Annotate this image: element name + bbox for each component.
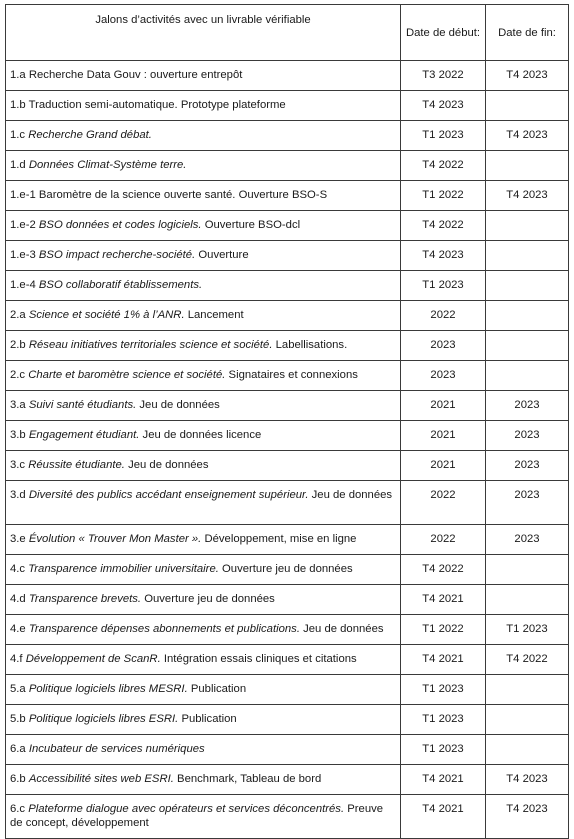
start-date-cell: T4 2023 (401, 241, 486, 271)
start-date-cell: T1 2023 (401, 121, 486, 151)
start-date-cell: T4 2021 (401, 795, 486, 839)
start-date-cell: 2021 (401, 421, 486, 451)
table-row (6, 151, 569, 181)
milestone-code: 1.a (10, 69, 26, 81)
activity-cell (6, 331, 401, 361)
end-date-cell: T4 2022 (486, 645, 569, 675)
end-date-cell: 2023 (486, 421, 569, 451)
milestone-deliverable: Signataires et connexions (228, 369, 358, 381)
activity-cell (6, 705, 401, 735)
activity-cell (6, 301, 401, 331)
end-date-cell: 2023 (486, 451, 569, 481)
end-date-cell (486, 361, 569, 391)
milestone-code: 6.c (10, 803, 26, 815)
milestone-code: 1.c (10, 129, 26, 141)
activity-cell (6, 241, 401, 271)
activity-cell (6, 181, 401, 211)
end-date-cell: T4 2023 (486, 61, 569, 91)
end-date-cell: 2023 (486, 481, 569, 525)
activity-cell (6, 391, 401, 421)
milestone-code: 3.d (10, 489, 26, 501)
activity-cell (6, 361, 401, 391)
start-date-cell: T4 2022 (401, 211, 486, 241)
end-date-cell: T4 2023 (486, 181, 569, 211)
header-row (6, 5, 569, 61)
header-start-date: Date de début: (401, 5, 486, 61)
milestone-code: 1.e-4 (10, 279, 36, 291)
milestone-deliverable: Lancement (187, 309, 244, 321)
table-body (6, 61, 569, 839)
milestone-deliverable: Benchmark, Tableau de bord (177, 773, 322, 785)
milestone-deliverable: Publication (190, 683, 247, 695)
activity-cell (6, 481, 401, 525)
end-date-cell (486, 301, 569, 331)
milestone-deliverable: Publication (181, 713, 237, 725)
table-row (6, 181, 569, 211)
table-row (6, 645, 569, 675)
end-date-cell: T4 2023 (486, 121, 569, 151)
milestone-title: Réussite étudiante. (28, 459, 125, 471)
milestone-title: Transparence immobilier universitaire. (28, 563, 219, 575)
milestone-deliverable: Ouverture jeu de données (144, 593, 275, 605)
table-row (6, 121, 569, 151)
activity-cell (6, 555, 401, 585)
table-row (6, 765, 569, 795)
end-date-cell (486, 585, 569, 615)
milestone-code: 2.a (10, 309, 26, 321)
start-date-cell: 2021 (401, 391, 486, 421)
milestone-code: 3.e (10, 533, 26, 545)
start-date-cell: 2023 (401, 331, 486, 361)
milestone-title: Politique logiciels libres ESRI. (28, 713, 179, 725)
milestone-deliverable: Jeu de données (128, 459, 209, 471)
milestone-title: Plateforme dialogue avec opérateurs et services déconcentrés. (28, 803, 345, 815)
start-date-cell: 2023 (401, 361, 486, 391)
milestone-code: 3.c (10, 459, 26, 471)
milestone-code: 1.e-2 (10, 219, 36, 231)
table-row (6, 675, 569, 705)
table-row (6, 271, 569, 301)
start-date-cell: 2021 (401, 451, 486, 481)
end-date-cell: T4 2023 (486, 795, 569, 839)
milestone-title: Charte et baromètre science et société. (28, 369, 226, 381)
start-date-cell: T3 2022 (401, 61, 486, 91)
milestone-deliverable: Recherche Data Gouv : ouverture entrepôt (28, 69, 243, 81)
milestone-code: 2.b (10, 339, 26, 351)
start-date-cell: T1 2022 (401, 615, 486, 645)
activity-cell (6, 765, 401, 795)
activity-cell (6, 615, 401, 645)
milestone-title: Science et société 1% à l’ANR. (28, 309, 185, 321)
table-row (6, 301, 569, 331)
milestone-code: 3.b (10, 429, 26, 441)
end-date-cell: 2023 (486, 525, 569, 555)
end-date-cell: 2023 (486, 391, 569, 421)
milestone-code: 1.e-3 (10, 249, 36, 261)
table-row (6, 481, 569, 525)
start-date-cell: T1 2023 (401, 271, 486, 301)
table-row (6, 451, 569, 481)
start-date-cell: T4 2023 (401, 91, 486, 121)
start-date-cell: 2022 (401, 481, 486, 525)
start-date-cell: T4 2022 (401, 151, 486, 181)
milestone-title: BSO impact recherche-société. (38, 249, 196, 261)
milestone-title: BSO collaboratif établissements. (38, 279, 203, 291)
end-date-cell (486, 211, 569, 241)
table-row (6, 421, 569, 451)
activity-cell (6, 585, 401, 615)
end-date-cell (486, 91, 569, 121)
table-row (6, 555, 569, 585)
milestone-code: 2.c (10, 369, 26, 381)
milestone-code: 4.f (10, 653, 23, 665)
table-row (6, 331, 569, 361)
end-date-cell (486, 331, 569, 361)
milestone-deliverable: Jeu de données (139, 399, 220, 411)
milestone-title: Données Climat-Système terre. (28, 159, 187, 171)
milestone-title: Politique logiciels libres MESRI. (28, 683, 188, 695)
table-row (6, 585, 569, 615)
start-date-cell: T4 2022 (401, 555, 486, 585)
table-row (6, 705, 569, 735)
milestone-deliverable: Preuve de concept, développement (10, 803, 384, 829)
header-end-date: Date de fin: (486, 5, 569, 61)
milestone-code: 4.e (10, 623, 26, 635)
milestone-title: Suivi santé étudiants. (28, 399, 137, 411)
end-date-cell: T4 2023 (486, 765, 569, 795)
table-row (6, 361, 569, 391)
start-date-cell: 2022 (401, 301, 486, 331)
activity-cell (6, 121, 401, 151)
milestone-deliverable: Jeu de données (311, 489, 393, 501)
end-date-cell (486, 151, 569, 181)
milestone-deliverable: Jeu de données licence (142, 429, 262, 441)
milestone-title: Transparence dépenses abonnements et publications. (28, 623, 300, 635)
start-date-cell: T1 2023 (401, 735, 486, 765)
milestone-title: Incubateur de services numériques (28, 743, 205, 755)
milestone-title: Diversité des publics accédant enseignement supérieur. (28, 489, 309, 501)
milestone-deliverable: Ouverture jeu de données (222, 563, 353, 575)
activity-cell (6, 211, 401, 241)
milestone-title: Transparence brevets. (28, 593, 142, 605)
milestone-title: Réseau initiatives territoriales science et société. (28, 339, 273, 351)
milestone-title: Engagement étudiant. (28, 429, 140, 441)
activity-cell (6, 151, 401, 181)
milestone-code: 4.c (10, 563, 26, 575)
end-date-cell (486, 241, 569, 271)
start-date-cell: T1 2023 (401, 705, 486, 735)
activity-cell (6, 735, 401, 765)
activity-cell (6, 525, 401, 555)
milestone-deliverable: Labellisations. (275, 339, 348, 351)
milestone-deliverable: Intégration essais cliniques et citations (163, 653, 357, 665)
table-row (6, 91, 569, 121)
milestones-table (5, 4, 569, 839)
end-date-cell (486, 555, 569, 585)
end-date-cell (486, 735, 569, 765)
milestone-title: Recherche Grand débat. (28, 129, 152, 141)
start-date-cell: T4 2021 (401, 765, 486, 795)
start-date-cell: T1 2023 (401, 675, 486, 705)
milestone-title: BSO données et codes logiciels. (38, 219, 202, 231)
milestone-code: 5.b (10, 713, 26, 725)
milestone-deliverable: Ouverture BSO-dcl (204, 219, 301, 231)
milestone-title: Accessibilité sites web ESRI. (28, 773, 174, 785)
milestone-code: 1.b (10, 99, 26, 111)
end-date-cell (486, 675, 569, 705)
table-row (6, 525, 569, 555)
activity-cell (6, 421, 401, 451)
start-date-cell: T4 2021 (401, 645, 486, 675)
start-date-cell: T1 2022 (401, 181, 486, 211)
milestone-deliverable: Développement, mise en ligne (204, 533, 357, 545)
milestone-code: 4.d (10, 593, 26, 605)
milestone-code: 6.a (10, 743, 26, 755)
milestone-title: Évolution « Trouver Mon Master ». (28, 533, 202, 545)
milestone-code: 3.a (10, 399, 26, 411)
end-date-cell (486, 271, 569, 301)
milestone-deliverable: Baromètre de la science ouverte santé. Ouverture BSO-S (38, 189, 328, 201)
activity-cell (6, 61, 401, 91)
table-row (6, 61, 569, 91)
table-row (6, 615, 569, 645)
milestone-code: 1.e-1 (10, 189, 36, 201)
milestone-code: 6.b (10, 773, 26, 785)
table-row (6, 391, 569, 421)
header-activity: Jalons d’activités avec un livrable vérifiable (6, 5, 401, 61)
start-date-cell: T4 2021 (401, 585, 486, 615)
table-row (6, 211, 569, 241)
milestone-code: 1.d (10, 159, 26, 171)
start-date-cell: 2022 (401, 525, 486, 555)
activity-cell (6, 451, 401, 481)
milestone-title: Développement de ScanR. (25, 653, 161, 665)
milestone-deliverable: Traduction semi-automatique. Prototype plateforme (28, 99, 286, 111)
milestone-deliverable: Jeu de données (303, 623, 384, 635)
end-date-cell (486, 705, 569, 735)
activity-cell (6, 271, 401, 301)
table-row (6, 241, 569, 271)
milestone-deliverable: Ouverture (198, 249, 249, 261)
activity-cell (6, 91, 401, 121)
table-row (6, 735, 569, 765)
activity-cell (6, 675, 401, 705)
milestone-code: 5.a (10, 683, 26, 695)
end-date-cell: T1 2023 (486, 615, 569, 645)
activity-cell (6, 645, 401, 675)
